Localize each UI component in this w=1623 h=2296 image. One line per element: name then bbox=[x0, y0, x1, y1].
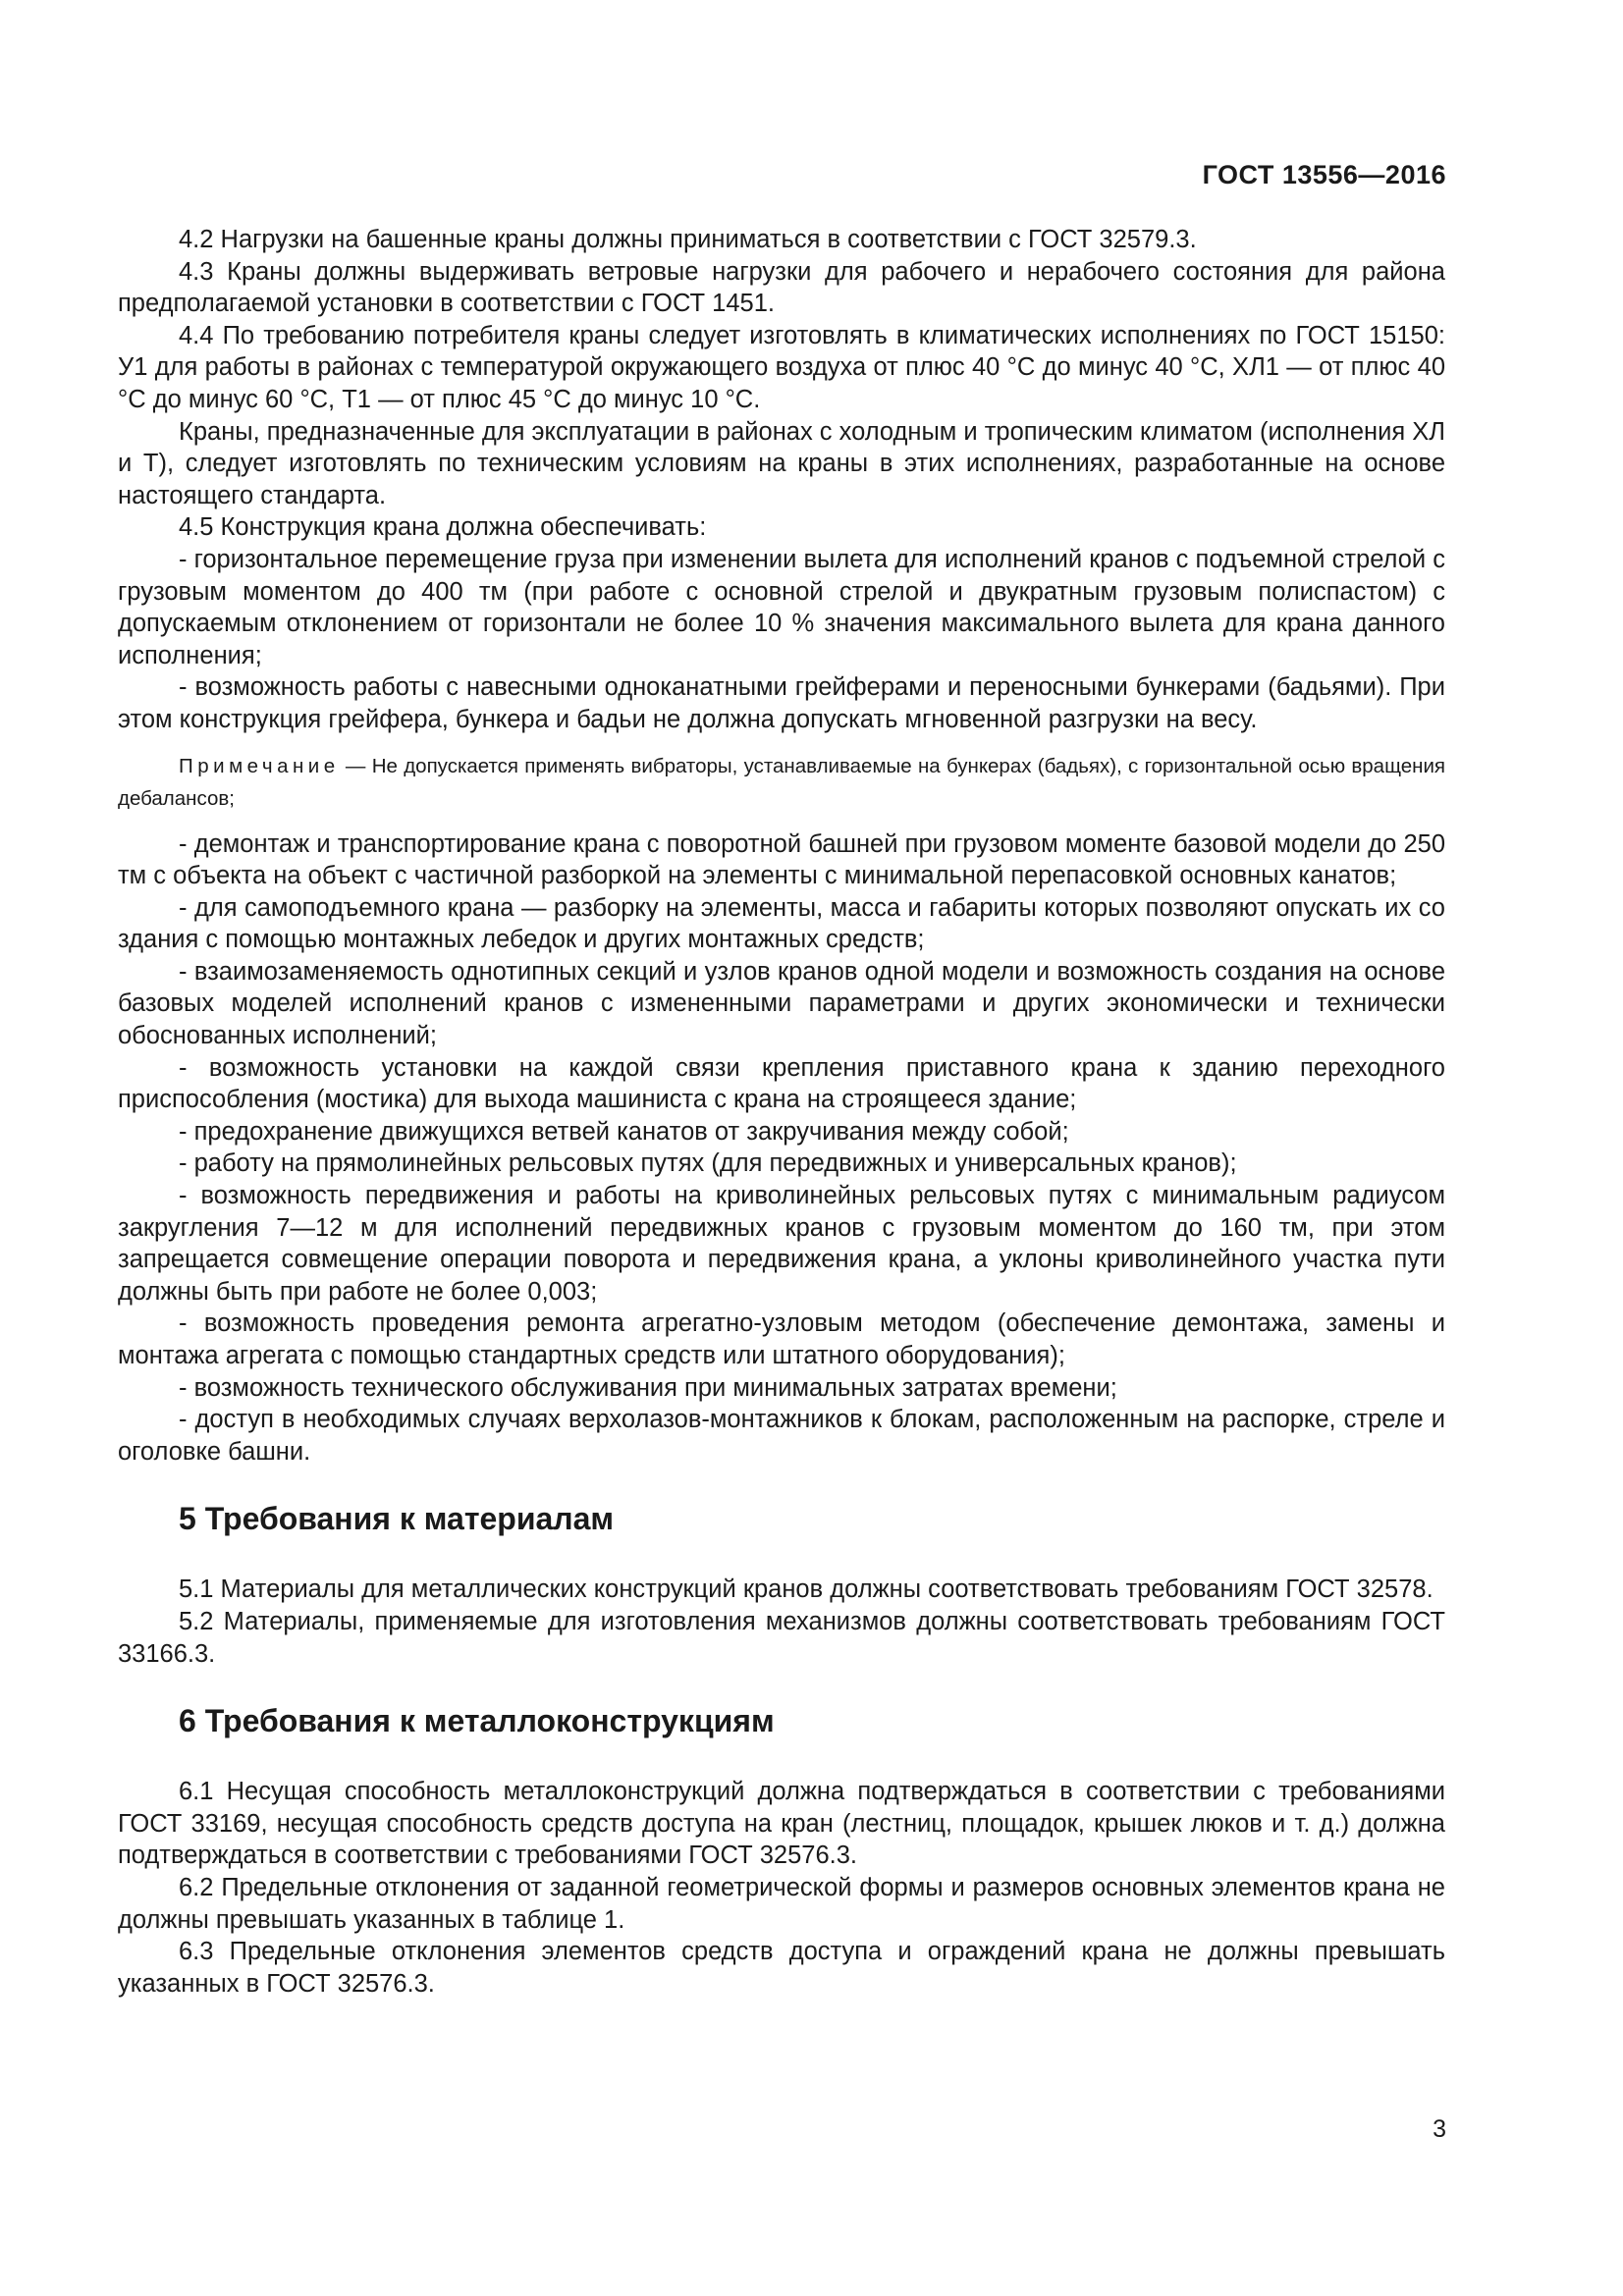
paragraph-4-2: 4.2 Нагрузки на башенные краны должны приниматься в соответствии с ГОСТ 32579.3. bbox=[179, 226, 1197, 253]
paragraph-climate-versions: Краны, предназначенные для эксплуатации в районах с холодным и тропическим климатом (исполнения ХЛ и Т), следует изготовлять по техническим условиям на краны в этих исполнениях, разработанные на основе настоящего стандарта. bbox=[118, 417, 1445, 509]
note-label: Примечание bbox=[179, 754, 340, 777]
section-5-title: 5 Требования к материалам bbox=[179, 1501, 615, 1537]
note-text: — Не допускается применять вибраторы, устанавливаемые на бункерах (бадьях), с горизонтальной осью вращения дебалансов; bbox=[118, 754, 1445, 810]
list-item: - доступ в необходимых случаях верхолазов-монтажников к блокам, расположенным на распорке, стреле и оголовке башни. bbox=[118, 1406, 1445, 1466]
document-code-header: ГОСТ 13556—2016 bbox=[1202, 160, 1446, 189]
main-content bbox=[118, 224, 1445, 2000]
note bbox=[118, 750, 1445, 815]
paragraph-6-2: 6.2 Предельные отклонения от заданной геометрической формы и размеров основных элементов крана не должны превышать указанных в таблице 1. bbox=[118, 1873, 1445, 1934]
list-item: - возможность технического обслуживания при минимальных затратах времени; bbox=[179, 1373, 1117, 1402]
section-6-title: 6 Требования к металлоконструкциям bbox=[179, 1703, 775, 1739]
paragraph-4-5: 4.5 Конструкция крана должна обеспечивать: bbox=[179, 513, 707, 542]
page-number: 3 bbox=[1433, 2115, 1446, 2143]
list-item: - возможность работы с навесными одноканатными грейферами и переносными бункерами (бадьями). При этом конструкция грейфера, бункера и бадьи не должна допускать мгновенной разгрузки на весу. bbox=[118, 673, 1445, 733]
list-item: - демонтаж и транспортирование крана с поворотной башней при грузовом моменте базовой модели до 250 тм с объекта на объект с частичной разборкой на элементы с минимальной перепасовкой основных канатов; bbox=[118, 829, 1445, 890]
paragraph-5-2: 5.2 Материалы, применяемые для изготовления механизмов должны соответствовать требованиям ГОСТ 33166.3. bbox=[118, 1607, 1445, 1668]
list-item: - для самоподъемного крана — разборку на элементы, масса и габариты которых позволяют опускать их со здания с помощью монтажных лебедок и других монтажных средств; bbox=[118, 893, 1445, 954]
list-item: - предохранение движущихся ветвей канатов от закручивания между собой; bbox=[179, 1117, 1069, 1146]
paragraph-4-4: 4.4 По требованию потребителя краны следует изготовлять в климатических исполнениях по ГОСТ 15150: У1 для работы в районах с температурой окружающего воздуха от плюс 40 °С до минус 40 °С, ХЛ1 — от плюс 40 °С до минус 60 °С, Т1 — от плюс 45 °С до минус 10 °С. bbox=[118, 321, 1445, 413]
list-item: - работу на прямолинейных рельсовых путях (для передвижных и универсальных кранов); bbox=[179, 1149, 1237, 1178]
paragraph-6-3: 6.3 Предельные отклонения элементов средств доступа и ограждений крана не должны превышать указанных в ГОСТ 32576.3. bbox=[118, 1938, 1445, 1998]
list-item: - возможность передвижения и работы на криволинейных рельсовых путях с минимальным радиусом закругления 7—12 м для исполнений передвижных кранов с грузовым моментом до 160 тм, при этом запрещается совмещение операции поворота и передвижения крана, а уклоны криволинейного участка пути должны быть при работе не более 0,003; bbox=[118, 1182, 1445, 1306]
paragraph-6-1: 6.1 Несущая способность металлоконструкций должна подтверждаться в соответствии с требованиями ГОСТ 33169, несущая способность средств доступа на кран (лестниц, площадок, крышек люков и т. д.) должна подтверждаться в соответствии с требованиями ГОСТ 32576.3. bbox=[118, 1778, 1445, 1870]
paragraph-5-1: 5.1 Материалы для металлических конструкций кранов должны соответствовать требованиям ГОСТ 32578. bbox=[179, 1575, 1434, 1604]
list-item: - возможность проведения ремонта агрегатно-узловым методом (обеспечение демонтажа, замены и монтажа агрегата с помощью стандартных средств или штатного оборудования); bbox=[118, 1309, 1445, 1369]
list-item: - возможность установки на каждой связи крепления приставного крана к зданию переходного приспособления (мостика) для выхода машиниста с крана на строящееся здание; bbox=[118, 1053, 1445, 1114]
list-item: - горизонтальное перемещение груза при изменении вылета для исполнений кранов с подъемной стрелой с грузовым моментом до 400 тм (при работе с основной стрелой и двукратным грузовым полиспастом) с допускаемым отклонением от горизонтали не более 10 % значения максимального вылета для крана данного исполнения; bbox=[118, 545, 1445, 669]
paragraph-4-3: 4.3 Краны должны выдерживать ветровые нагрузки для рабочего и нерабочего состояния для района предполагаемой установки в соответствии с ГОСТ 1451. bbox=[118, 257, 1445, 318]
list-item: - взаимозаменяемость однотипных секций и узлов кранов одной модели и возможность создания на основе базовых моделей исполнений кранов с измененными параметрами и других экономически и технически обоснованных исполнений; bbox=[118, 957, 1445, 1050]
